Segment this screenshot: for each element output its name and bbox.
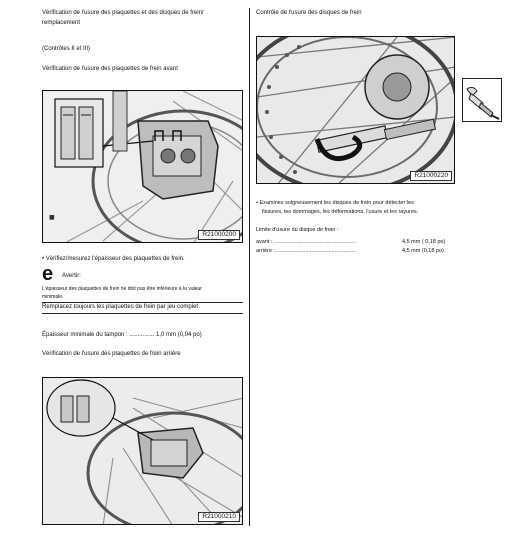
replace-instruction: Remplacez toujours les plaquettes de frein par jeu complet. [42, 304, 200, 310]
disc-wear-title: Contrôle de l'usure des disques de frein [256, 10, 362, 16]
rear-limit-value: 4,5 mm (0,18 po) [402, 248, 444, 254]
warning-top-rule [42, 302, 243, 303]
controls-note: (Contrôles II et III) [42, 46, 91, 52]
disc-bullet-line1: • Examinez soigneusement les disques de frein pour détecter les [256, 200, 414, 206]
brake-disc-photo [256, 36, 455, 184]
rear-caliper-photo [42, 377, 243, 525]
front-limit-label: avant : ...................................................... [256, 239, 357, 245]
section-title-line2: remplacement [42, 20, 81, 26]
front-heading: Vérification de l'usure des plaquettes de frein avant [42, 66, 178, 72]
section-title-line1: Vérification de l'usure des plaquettes et des disques de frein/ [42, 10, 204, 16]
warning-title: Avertir: [62, 273, 81, 279]
front-bullet: • Vérifiez/mesurez l'épaisseur des plaquettes de frein. [42, 256, 185, 262]
photo2-ref-label: R21000210 [198, 512, 240, 522]
rear-caliper-illustration [43, 378, 243, 525]
front-caliper-photo [42, 90, 243, 243]
min-thickness-spec: Épaisseur minimale du tampon : ............... 1,0 mm (0,04 po) [42, 332, 202, 338]
svg-text:■: ■ [49, 214, 55, 221]
warning-text-line1: L'épaisseur des plaquettes de frein ne doit pas être inférieure à la valeur [42, 286, 202, 292]
hand-tool-icon [462, 78, 502, 122]
column-divider [249, 8, 250, 526]
rear-heading: Vérification de l'usure des plaquettes de frein arrière [42, 351, 181, 357]
disc-bullet-line2: fissures, les dommages, les déformations, l'usure et les rayures. [262, 209, 419, 215]
warning-e-icon: e [42, 263, 54, 285]
photo3-ref-label: R21000220 [410, 171, 452, 181]
brake-disc-illustration [257, 37, 455, 184]
front-caliper-illustration [43, 91, 243, 243]
photo1-ref-label: R21000200 [198, 230, 240, 240]
warning-text-line2: minimale. [42, 294, 64, 300]
warning-bottom-rule [42, 313, 243, 314]
rear-limit-label: arrière :..................................................... [256, 248, 356, 254]
wear-limit-heading: Limite d'usure du disque de frein : [256, 227, 339, 233]
front-limit-value: 4,5 mm ( 0,18 po) [402, 239, 446, 245]
